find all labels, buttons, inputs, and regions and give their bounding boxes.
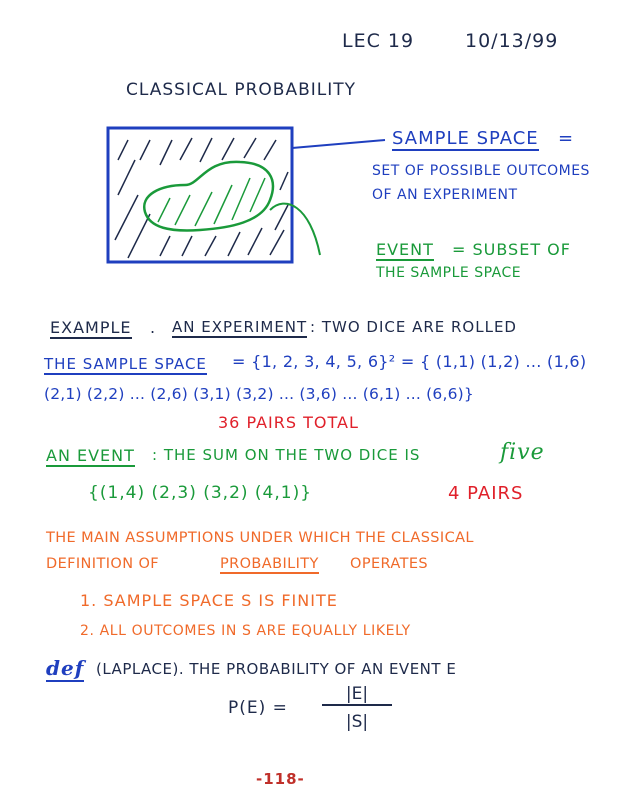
sample-space-def-2: OF AN EXPERIMENT	[372, 187, 518, 203]
event-def-2: THE SAMPLE SPACE	[376, 265, 522, 281]
example-sample-space-label: THE SAMPLE SPACE	[44, 355, 207, 373]
definition-text: (LAPLACE). THE PROBABILITY OF AN EVENT E	[96, 660, 457, 678]
an-event-pairs: {(1,4) (2,3) (3,2) (4,1)}	[88, 483, 313, 503]
page-title: CLASSICAL PROBABILITY	[126, 80, 356, 100]
assumptions-probability-word: PROBABILITY	[220, 556, 319, 572]
event-label: EVENT	[376, 240, 434, 259]
pairs-list: (2,1) (2,2) ... (2,6) (3,1) (3,2) ... (3,6) ... (6,1) ... (6,6)}	[44, 385, 474, 403]
sample-space-pointer	[292, 140, 385, 148]
pairs-total: 36 PAIRS TOTAL	[218, 413, 359, 432]
experiment-label: AN EXPERIMENT	[172, 318, 308, 336]
sample-space-equals: =	[558, 128, 575, 149]
sample-space-hatching	[115, 138, 288, 258]
experiment-text: : TWO DICE ARE ROLLED	[310, 318, 517, 336]
example-dot: .	[150, 318, 157, 337]
lecture-number: LEC 19	[342, 30, 415, 52]
assumptions-line-2-pre: DEFINITION OF	[46, 556, 160, 572]
assumption-2: 2. ALL OUTCOMES IN S ARE EQUALLY LIKELY	[80, 623, 411, 639]
assumptions-line-2-post: OPERATES	[350, 556, 429, 572]
event-blob	[144, 162, 273, 231]
an-event-label: AN EVENT	[46, 446, 135, 465]
sample-space-label: SAMPLE SPACE	[392, 128, 539, 149]
event-pointer	[270, 204, 320, 255]
example-label: EXAMPLE	[50, 318, 132, 337]
an-event-count: 4 PAIRS	[448, 483, 524, 504]
an-event-five: five	[500, 440, 545, 465]
sample-space-set: = {1, 2, 3, 4, 5, 6}² = { (1,1) (1,2) ... (1,6)	[232, 352, 587, 371]
lecture-date: 10/13/99	[465, 30, 559, 52]
probability-numerator: |E|	[322, 684, 392, 706]
probability-denominator: |S|	[345, 712, 369, 732]
assumption-1: 1. SAMPLE SPACE S IS FINITE	[80, 591, 338, 610]
assumptions-line-1: THE MAIN ASSUMPTIONS UNDER WHICH THE CLASSICAL	[46, 530, 474, 546]
event-def-1: = SUBSET OF	[452, 240, 571, 259]
an-event-text: : THE SUM ON THE TWO DICE IS	[152, 446, 421, 464]
def-label: def	[46, 656, 85, 680]
sample-space-def-1: SET OF POSSIBLE OUTCOMES	[372, 163, 590, 179]
probability-lhs: P(E) =	[228, 698, 288, 718]
page-number: -118-	[256, 770, 305, 788]
